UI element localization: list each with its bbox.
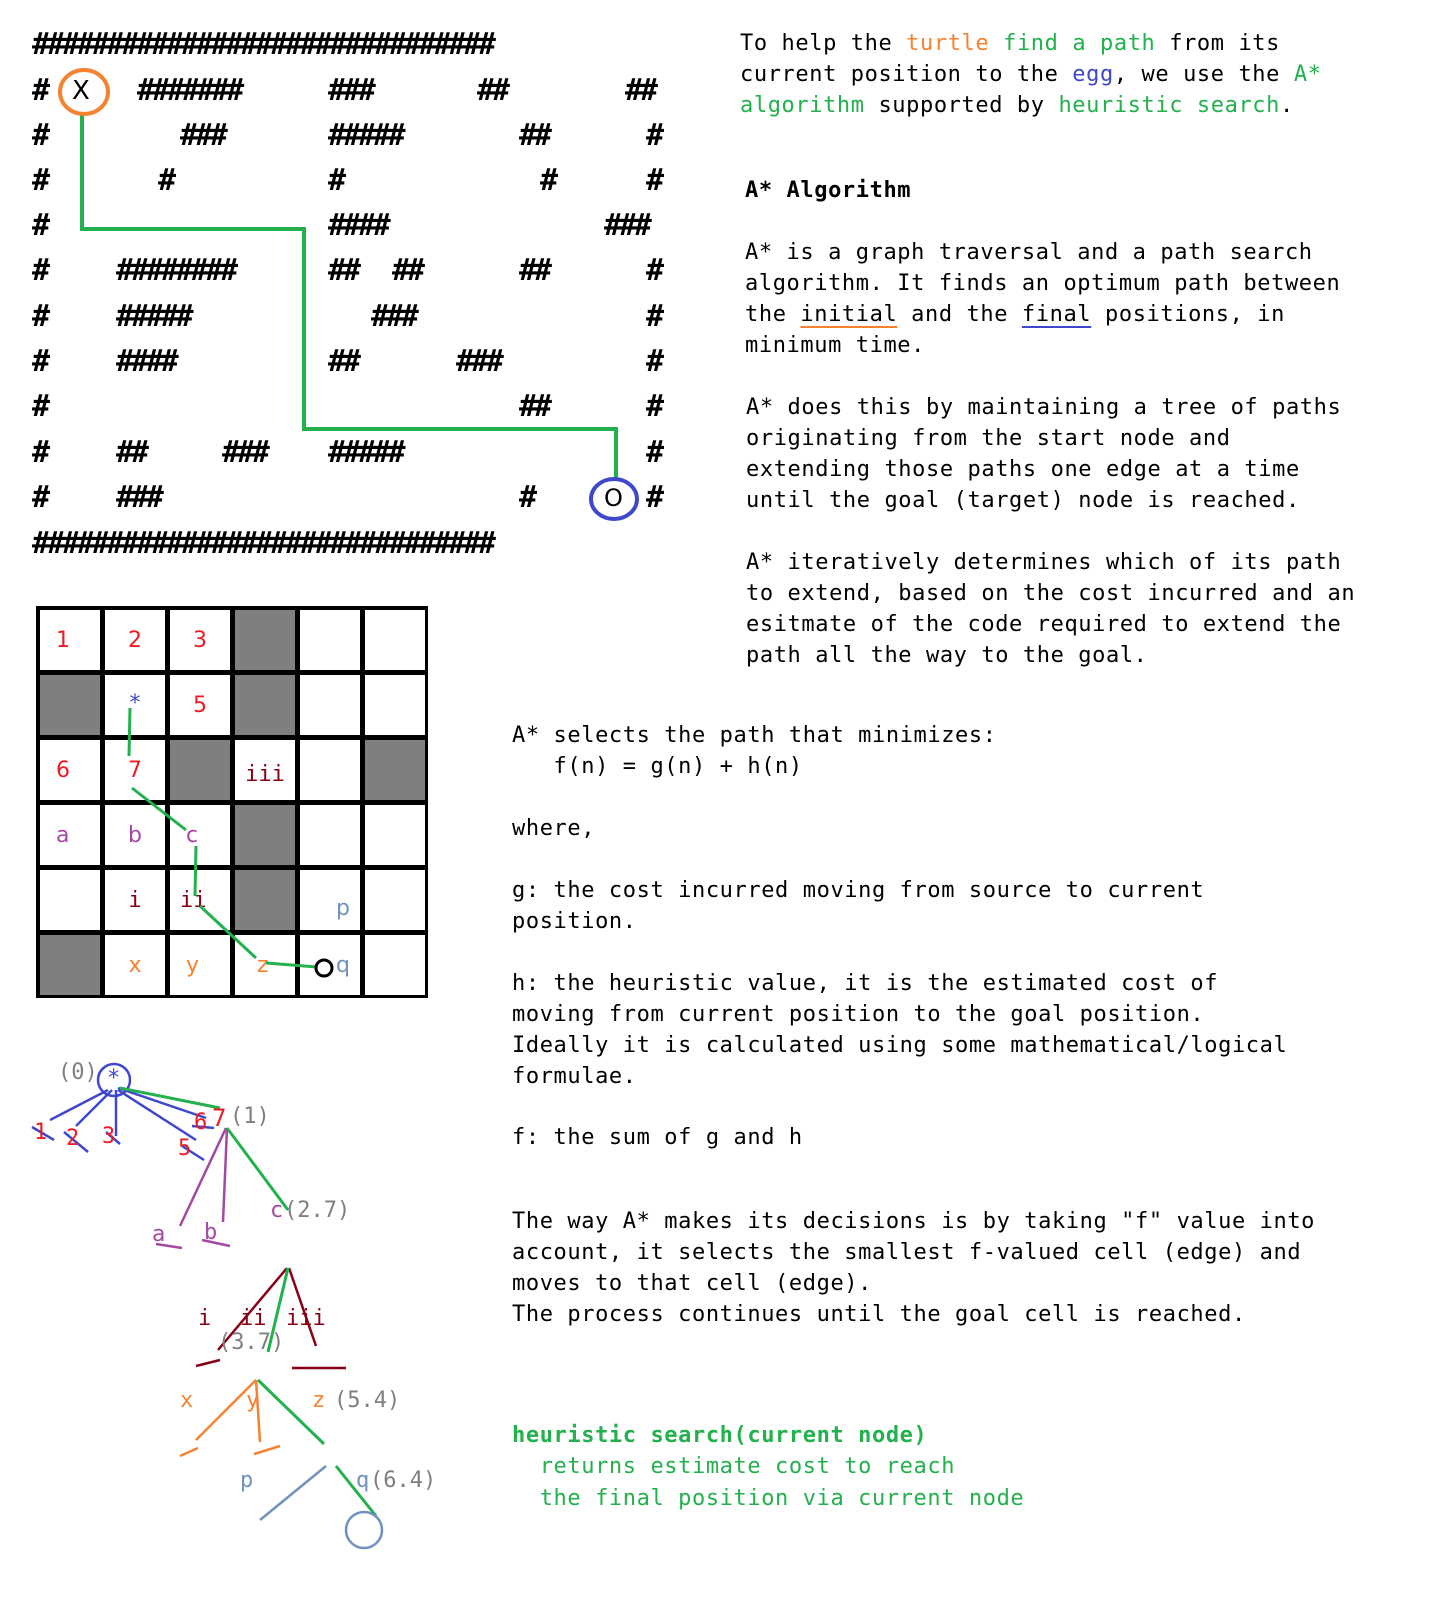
- h-def: moving from current position to the goal position.: [512, 1002, 1205, 1027]
- grid-cell: i: [105, 870, 165, 930]
- tree-root: *: [107, 1066, 121, 1091]
- p2-line: A* does this by maintaining a tree of paths: [746, 395, 1342, 420]
- tree-node: iii: [286, 1306, 326, 1331]
- start-label: X: [72, 76, 90, 106]
- p2-line: until the goal (target) node is reached.: [746, 488, 1300, 513]
- intro-line-1: To help the turtle find a path from its: [740, 31, 1280, 56]
- tree-node-goal: q: [356, 1468, 370, 1493]
- p3-line: A* iteratively determines which of its path: [746, 550, 1342, 575]
- maze-row: ###############################: [32, 526, 493, 561]
- grid-cell-start: *: [105, 675, 165, 735]
- f-def: f: the sum of g and h: [512, 1125, 803, 1150]
- node-cost: (5.4): [334, 1388, 401, 1413]
- tree-node: y: [246, 1388, 260, 1413]
- h-def: Ideally it is calculated using some mathematical/logical: [512, 1033, 1288, 1058]
- node-cost: (3.7): [218, 1330, 285, 1355]
- tree-node-selected: z: [312, 1388, 326, 1413]
- grid-cell-goal: q: [300, 935, 360, 995]
- heuristic-desc: the final position via current node: [512, 1486, 1025, 1511]
- grid-cell: x: [105, 935, 165, 995]
- tree-node: 3: [102, 1124, 116, 1149]
- g-def: position.: [512, 909, 637, 934]
- tree-node-selected: c: [270, 1198, 284, 1223]
- intro-line-3: algorithm supported by heuristic search.: [740, 93, 1294, 118]
- p1-line: minimum time.: [745, 333, 925, 358]
- decision-line: The process continues until the goal cell is reached.: [512, 1302, 1246, 1327]
- goal-label: O: [604, 484, 623, 512]
- grid-cell: c: [170, 805, 230, 865]
- h-def: formulae.: [512, 1064, 637, 1089]
- grid-cell: 2: [105, 610, 165, 670]
- p2-line: extending those paths one edge at a time: [746, 457, 1300, 482]
- tree-node-selected: ii: [240, 1306, 267, 1331]
- heuristic-signature: heuristic search(current node): [512, 1423, 928, 1448]
- p1-line: algorithm. It finds an optimum path between: [745, 271, 1341, 296]
- tree-node: a: [152, 1222, 166, 1247]
- tree-node: x: [180, 1388, 194, 1413]
- grid-cell: p: [300, 870, 360, 930]
- grid-cell: ii: [170, 870, 230, 930]
- h-def: h: the heuristic value, it is the estimated cost of: [512, 971, 1219, 996]
- grid-cell: y: [170, 935, 230, 995]
- decision-line: account, it selects the smallest f-valued cell (edge) and: [512, 1240, 1302, 1265]
- algorithm-heading: A* Algorithm: [745, 178, 912, 203]
- p1-line: the initial and the final positions, in: [745, 302, 1285, 327]
- node-cost: (2.7): [284, 1198, 351, 1223]
- node-cost: (6.4): [370, 1468, 437, 1493]
- formula-intro: A* selects the path that minimizes:: [512, 723, 997, 748]
- formula-equation: f(n) = g(n) + h(n): [512, 754, 803, 779]
- grid-cell: 3: [170, 610, 230, 670]
- tree-node-selected: 7: [212, 1104, 227, 1132]
- tree-node: p: [240, 1468, 254, 1493]
- intro-line-2: current position to the egg, we use the A*: [740, 62, 1322, 87]
- tree-node: b: [204, 1220, 218, 1245]
- node-cost: (1): [230, 1104, 270, 1129]
- heuristic-desc: returns estimate cost to reach: [512, 1454, 956, 1479]
- grid-cell: 5: [170, 675, 230, 735]
- grid-cell: iii: [235, 740, 295, 800]
- p1-line: A* is a graph traversal and a path search: [745, 240, 1313, 265]
- decision-line: moves to that cell (edge).: [512, 1271, 872, 1296]
- formula-where: where,: [512, 816, 596, 841]
- grid-cell: 6: [40, 740, 100, 800]
- grid-cell: 7: [105, 740, 165, 800]
- decision-line: The way A* makes its decisions is by taking "f" value into: [512, 1209, 1316, 1234]
- grid-cell: z: [235, 935, 295, 995]
- grid-cell: b: [105, 805, 165, 865]
- g-def: g: the cost incurred moving from source to current: [512, 878, 1205, 903]
- grid-cell: 1: [40, 610, 100, 670]
- maze-row: ###############################: [32, 27, 493, 62]
- tree-node: 5: [178, 1136, 192, 1161]
- p3-line: esitmate of the code required to extend the: [746, 612, 1342, 637]
- tree-node: 1: [34, 1120, 48, 1145]
- tree-node: 2: [66, 1126, 80, 1151]
- p2-line: originating from the start node and: [746, 426, 1231, 451]
- p3-line: path all the way to the goal.: [746, 643, 1148, 668]
- p3-line: to extend, based on the cost incurred and an: [746, 581, 1356, 606]
- tree-node: 6: [194, 1110, 208, 1135]
- root-cost: (0): [58, 1060, 98, 1085]
- grid-cell: a: [40, 805, 100, 865]
- tree-node: i: [198, 1306, 212, 1331]
